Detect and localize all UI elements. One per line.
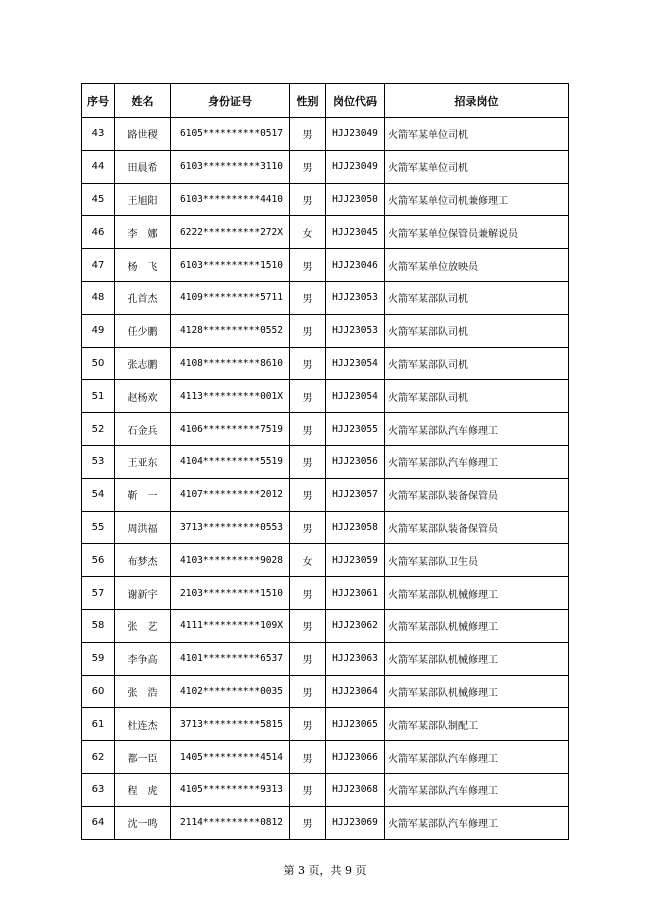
cell-name: 张志鹏 [115,347,171,380]
cell-id-number: 2114**********0812 [171,806,290,839]
table-row [82,314,569,347]
cell-serial: 59 [82,642,115,675]
cell-position-code: HJJ23058 [326,511,385,544]
cell-position-code: HJJ23054 [326,347,385,380]
cell-serial: 47 [82,249,115,282]
cell-id-number: 6103**********3110 [171,150,290,183]
cell-gender: 男 [290,249,326,282]
cell-name: 都一臣 [115,741,171,774]
table-row [82,183,569,216]
cell-serial: 64 [82,806,115,839]
header-row [82,84,569,118]
cell-gender: 男 [290,773,326,806]
cell-position-code: HJJ23056 [326,445,385,478]
cell-name: 任少鹏 [115,314,171,347]
cell-position: 火箭军某部队装备保管员 [385,478,569,511]
cell-position: 火箭军某部队司机 [385,314,569,347]
header-serial: 序号 [82,84,115,118]
cell-gender: 男 [290,150,326,183]
table-row [82,642,569,675]
cell-position-code: HJJ23049 [326,118,385,151]
cell-serial: 50 [82,347,115,380]
cell-serial: 62 [82,741,115,774]
cell-id-number: 4108**********8610 [171,347,290,380]
cell-position: 火箭军某部队机械修理工 [385,609,569,642]
cell-name: 路世稷 [115,118,171,151]
cell-id-number: 4128**********0552 [171,314,290,347]
cell-gender: 男 [290,380,326,413]
cell-position-code: HJJ23054 [326,380,385,413]
cell-position-code: HJJ23046 [326,249,385,282]
cell-gender: 女 [290,544,326,577]
cell-name: 田晨希 [115,150,171,183]
cell-position-code: HJJ23050 [326,183,385,216]
table-row [82,445,569,478]
cell-serial: 55 [82,511,115,544]
cell-position: 火箭军某单位司机 [385,118,569,151]
cell-position-code: HJJ23064 [326,675,385,708]
cell-position-code: HJJ23065 [326,708,385,741]
cell-id-number: 4106**********7519 [171,413,290,446]
header-position: 招录岗位 [385,84,569,118]
cell-name: 杜连杰 [115,708,171,741]
table-row [82,216,569,249]
cell-position: 火箭军某部队制配工 [385,708,569,741]
table-row [82,806,569,839]
cell-name: 布梦杰 [115,544,171,577]
cell-gender: 男 [290,642,326,675]
cell-position-code: HJJ23069 [326,806,385,839]
cell-position-code: HJJ23057 [326,478,385,511]
cell-name: 靳 一 [115,478,171,511]
cell-id-number: 4102**********0035 [171,675,290,708]
cell-position: 火箭军某单位司机兼修理工 [385,183,569,216]
cell-position-code: HJJ23061 [326,577,385,610]
cell-gender: 男 [290,478,326,511]
cell-position: 火箭军某部队汽车修理工 [385,413,569,446]
cell-serial: 58 [82,609,115,642]
cell-gender: 男 [290,445,326,478]
table-row [82,380,569,413]
cell-id-number: 4113**********001X [171,380,290,413]
table-row [82,118,569,151]
cell-position-code: HJJ23066 [326,741,385,774]
cell-serial: 57 [82,577,115,610]
cell-id-number: 4107**********2012 [171,478,290,511]
table-row [82,281,569,314]
cell-position: 火箭军某部队机械修理工 [385,675,569,708]
cell-name: 杨 飞 [115,249,171,282]
cell-serial: 45 [82,183,115,216]
cell-gender: 男 [290,675,326,708]
cell-gender: 男 [290,577,326,610]
cell-serial: 49 [82,314,115,347]
cell-name: 李争高 [115,642,171,675]
table-header [82,84,569,118]
cell-id-number: 4103**********9028 [171,544,290,577]
cell-gender: 男 [290,609,326,642]
cell-name: 赵杨欢 [115,380,171,413]
table-row [82,347,569,380]
cell-name: 沈一鸣 [115,806,171,839]
cell-position: 火箭军某部队司机 [385,281,569,314]
cell-gender: 男 [290,347,326,380]
page-number: 第 3 页，共 9 页 [283,864,367,877]
cell-id-number: 6105**********0517 [171,118,290,151]
cell-position-code: HJJ23053 [326,281,385,314]
table-row [82,511,569,544]
cell-serial: 60 [82,675,115,708]
cell-name: 王亚东 [115,445,171,478]
header-gender: 性别 [290,84,326,118]
cell-name: 李 娜 [115,216,171,249]
cell-position-code: HJJ23053 [326,314,385,347]
cell-position-code: HJJ23059 [326,544,385,577]
cell-gender: 女 [290,216,326,249]
cell-id-number: 6222**********272X [171,216,290,249]
table-body [82,118,569,840]
cell-serial: 43 [82,118,115,151]
cell-gender: 男 [290,806,326,839]
cell-position-code: HJJ23045 [326,216,385,249]
cell-name: 谢新宇 [115,577,171,610]
cell-id-number: 1405**********4514 [171,741,290,774]
cell-name: 周洪福 [115,511,171,544]
table-row [82,773,569,806]
cell-gender: 男 [290,741,326,774]
cell-position: 火箭军某部队卫生员 [385,544,569,577]
cell-position: 火箭军某单位司机 [385,150,569,183]
cell-position-code: HJJ23062 [326,609,385,642]
table-row [82,675,569,708]
cell-serial: 56 [82,544,115,577]
cell-position: 火箭军某单位保管员兼解说员 [385,216,569,249]
cell-position: 火箭军某部队机械修理工 [385,642,569,675]
cell-id-number: 6103**********4410 [171,183,290,216]
table-row [82,249,569,282]
cell-gender: 男 [290,413,326,446]
cell-position: 火箭军某单位放映员 [385,249,569,282]
cell-name: 程 虎 [115,773,171,806]
cell-name: 孔首杰 [115,281,171,314]
cell-serial: 54 [82,478,115,511]
cell-id-number: 4105**********9313 [171,773,290,806]
cell-serial: 53 [82,445,115,478]
cell-serial: 46 [82,216,115,249]
cell-serial: 61 [82,708,115,741]
cell-position: 火箭军某部队汽车修理工 [385,806,569,839]
cell-id-number: 3713**********5815 [171,708,290,741]
cell-position-code: HJJ23063 [326,642,385,675]
table-row [82,150,569,183]
cell-serial: 48 [82,281,115,314]
cell-name: 张 艺 [115,609,171,642]
cell-id-number: 4101**********6537 [171,642,290,675]
cell-gender: 男 [290,314,326,347]
cell-id-number: 2103**********1510 [171,577,290,610]
table-row [82,544,569,577]
header-position-code: 岗位代码 [326,84,385,118]
cell-position: 火箭军某部队汽车修理工 [385,741,569,774]
table-row [82,478,569,511]
cell-gender: 男 [290,118,326,151]
header-name: 姓名 [115,84,171,118]
cell-name: 王旭阳 [115,183,171,216]
table-row [82,708,569,741]
cell-position: 火箭军某部队汽车修理工 [385,773,569,806]
cell-position-code: HJJ23068 [326,773,385,806]
cell-gender: 男 [290,183,326,216]
cell-gender: 男 [290,511,326,544]
cell-name: 张 浩 [115,675,171,708]
cell-gender: 男 [290,708,326,741]
cell-position-code: HJJ23055 [326,413,385,446]
cell-name: 石金兵 [115,413,171,446]
cell-position-code: HJJ23049 [326,150,385,183]
cell-position: 火箭军某部队司机 [385,347,569,380]
cell-id-number: 6103**********1510 [171,249,290,282]
cell-position: 火箭军某部队司机 [385,380,569,413]
table-row [82,741,569,774]
header-id-number: 身份证号 [171,84,290,118]
table-row [82,609,569,642]
table-row [82,577,569,610]
cell-serial: 52 [82,413,115,446]
cell-serial: 51 [82,380,115,413]
cell-serial: 44 [82,150,115,183]
cell-gender: 男 [290,281,326,314]
cell-serial: 63 [82,773,115,806]
cell-position: 火箭军某部队装备保管员 [385,511,569,544]
cell-id-number: 4109**********5711 [171,281,290,314]
cell-position: 火箭军某部队机械修理工 [385,577,569,610]
recruitment-table [81,83,569,840]
cell-position: 火箭军某部队汽车修理工 [385,445,569,478]
cell-id-number: 4104**********5519 [171,445,290,478]
cell-id-number: 4111**********109X [171,609,290,642]
table-row [82,413,569,446]
cell-id-number: 3713**********0553 [171,511,290,544]
